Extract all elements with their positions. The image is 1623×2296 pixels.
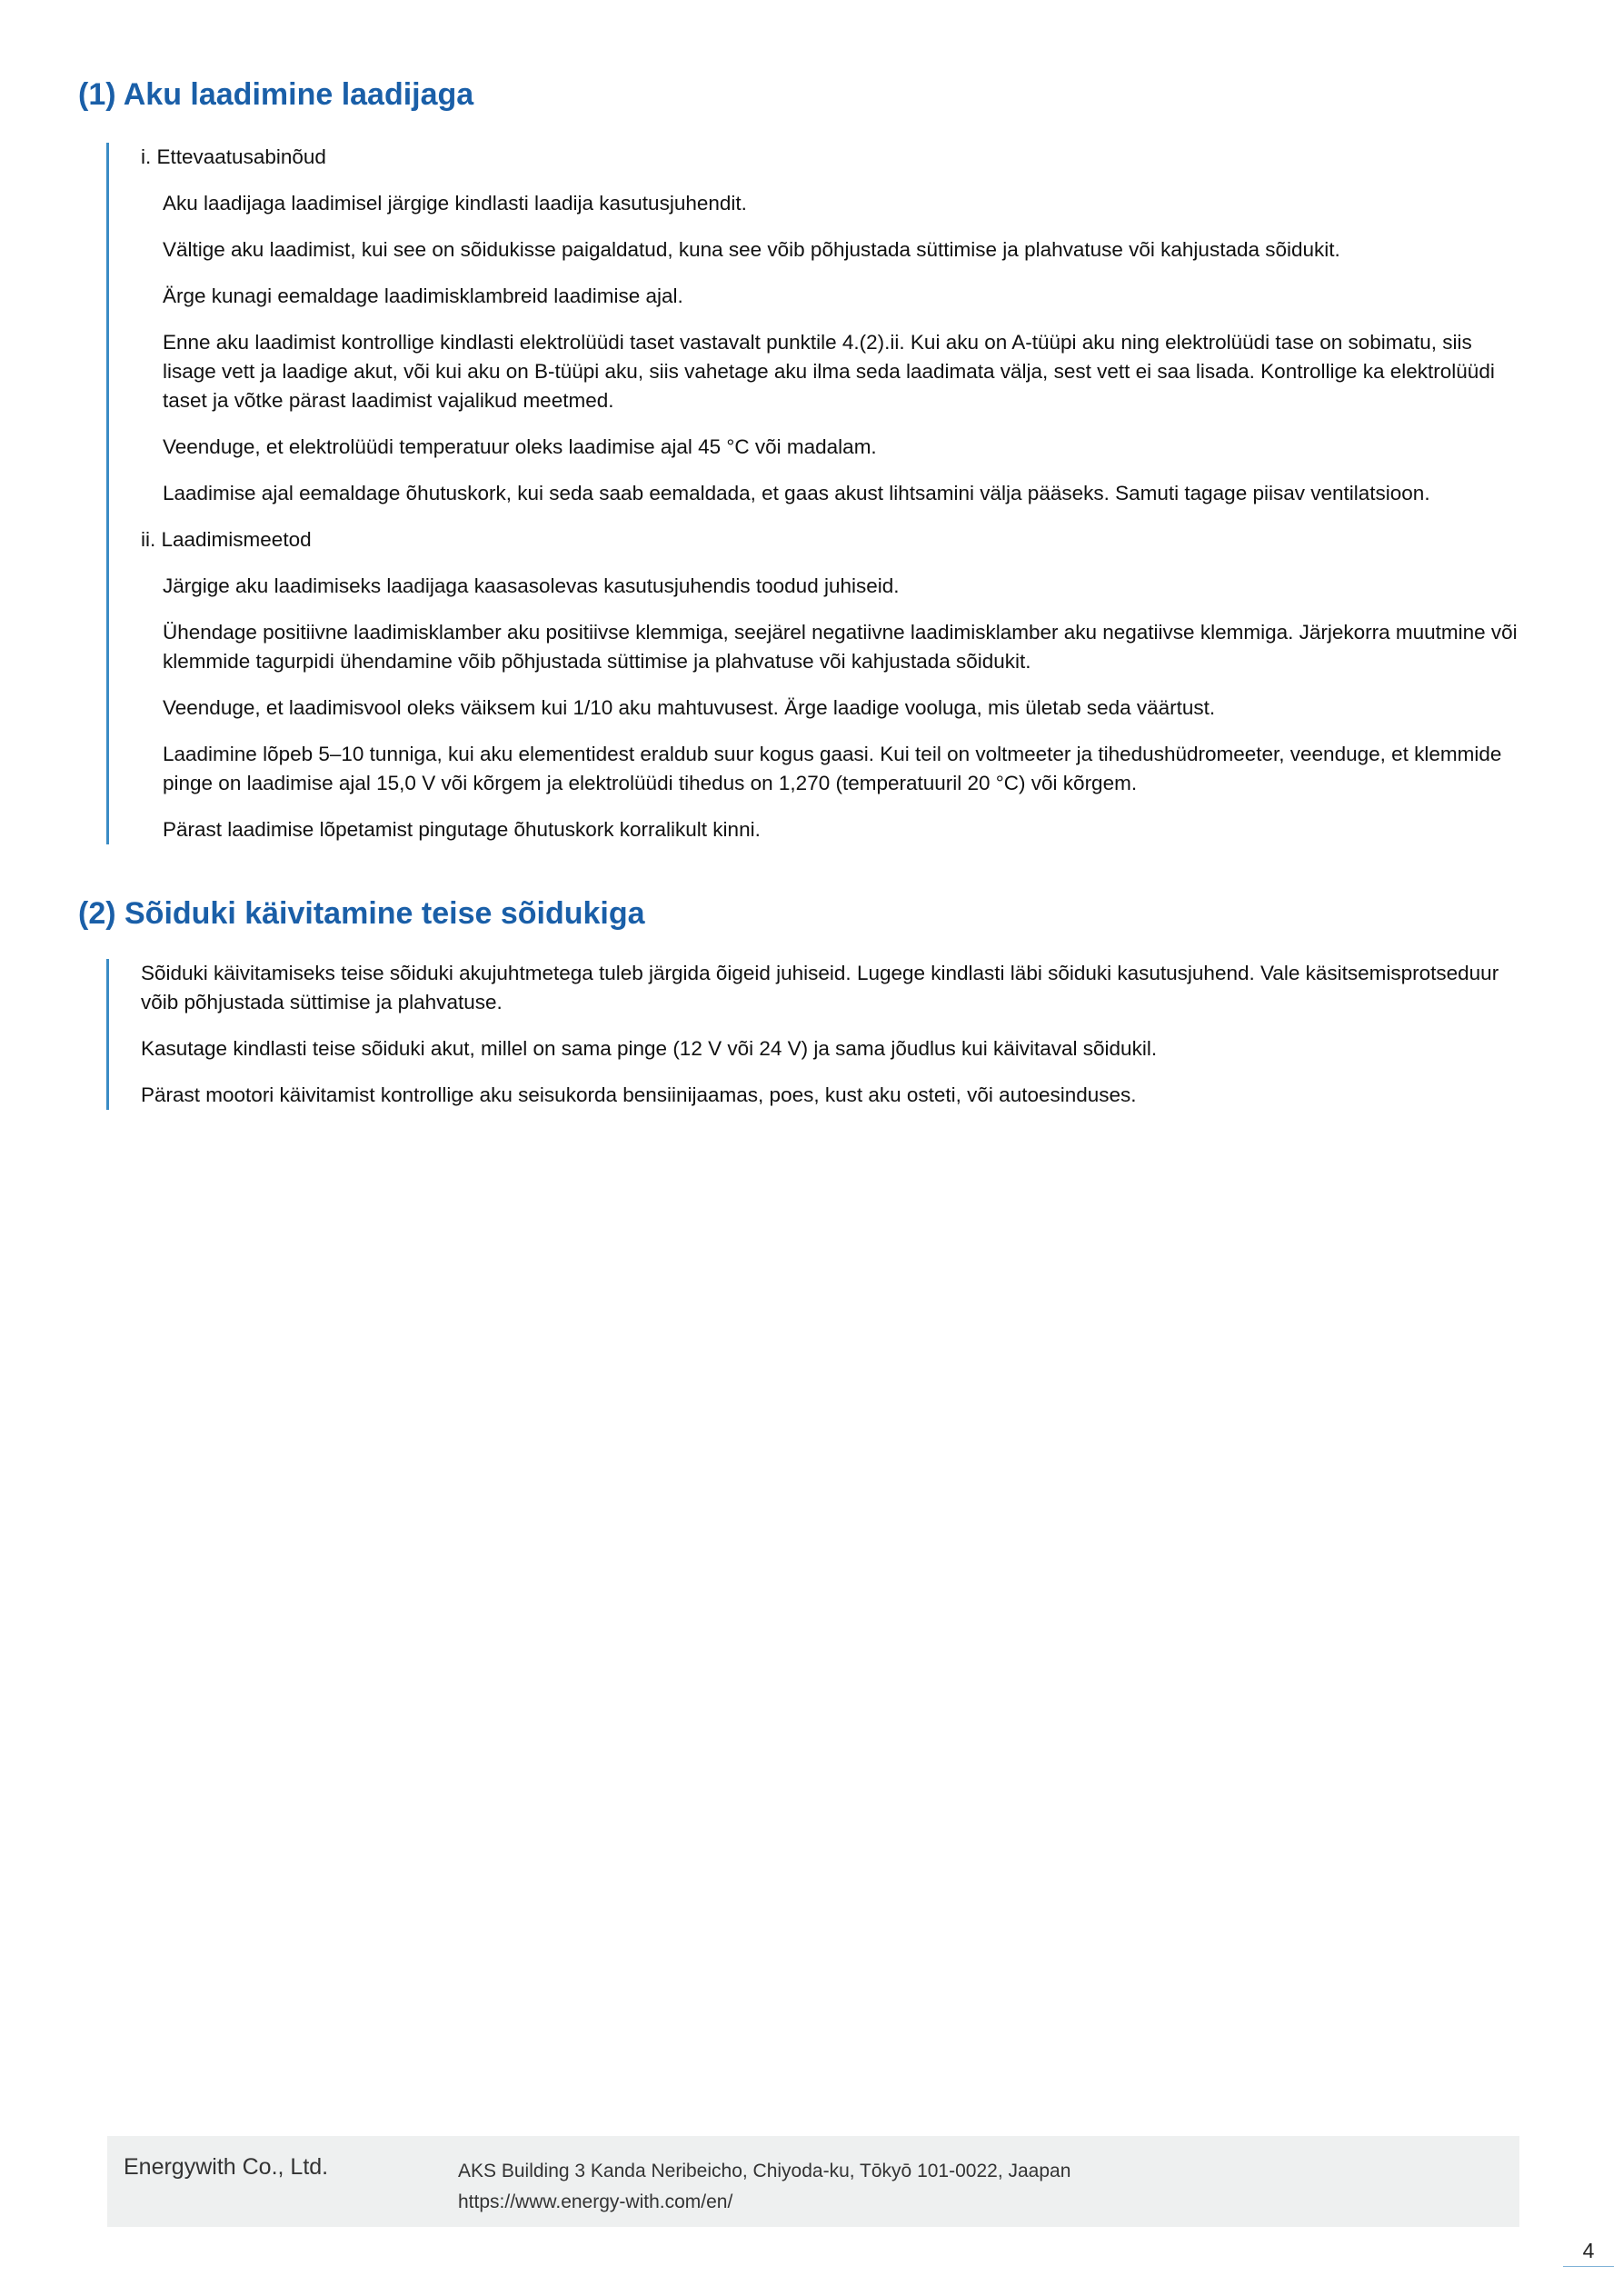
- paragraph: Pärast laadimise lõpetamist pingutage õhutuskork korralikult kinni.: [163, 818, 761, 841]
- paragraph: Laadimine lõpeb 5–10 tunniga, kui aku elementidest eraldub suur kogus gaasi. Kui teil on voltmeeter ja tihedushüdromeeter, veenduge, et klemmide pinge on laadimise ajal 15,0 V või kõrgem ja elektrolüüdi tihedus on 1,270 (temperatuuril 20 °C) või kõrgem.: [163, 743, 1502, 794]
- paragraph: Kasutage kindlasti teise sõiduki akut, millel on sama pinge (12 V või 24 V) ja sama jõudlus kui käivitaval sõidukil.: [141, 1037, 1158, 1060]
- footer-address: AKS Building 3 Kanda Neribeicho, Chiyoda-ku, Tōkyō 101-0022, Jaapan: [458, 2161, 1071, 2181]
- paragraph: Järgige aku laadimiseks laadijaga kaasasolevas kasutusjuhendis toodud juhiseid.: [163, 574, 900, 597]
- subsection-label-charging-method: ii. Laadimismeetod: [141, 528, 312, 551]
- paragraph: Veenduge, et laadimisvool oleks väiksem kui 1/10 aku mahtuvusest. Ärge laadige vooluga, mis ületab seda väärtust.: [163, 696, 1216, 719]
- paragraph: Sõiduki käivitamiseks teise sõiduki akujuhtmetega tuleb järgida õigeid juhiseid. Lugege kindlasti läbi sõiduki kasutusjuhend. Vale käsitsemisprotseduur võib põhjustada süttimise ja plahvatuse.: [141, 962, 1499, 1013]
- footer-url: https://www.energy-with.com/en/: [458, 2191, 733, 2212]
- page-footer: [107, 2136, 1519, 2227]
- paragraph: Laadimise ajal eemaldage õhutuskork, kui seda saab eemaldada, et gaas akust lihtsamini välja pääseks. Samuti tagage piisav ventilatsioon.: [163, 482, 1430, 504]
- paragraph: Vältige aku laadimist, kui see on sõidukisse paigaldatud, kuna see võib põhjustada süttimise ja plahvatuse või kahjustada sõidukit.: [163, 238, 1340, 261]
- section-body-jump-start: [106, 959, 1524, 1110]
- section-heading-jump-start: (2) Sõiduki käivitamine teise sõidukiga: [78, 896, 645, 931]
- subsection-label-precautions: i. Ettevaatusabinõud: [141, 145, 326, 168]
- section-body-charging: [106, 143, 1524, 844]
- paragraph: Pärast mootori käivitamist kontrollige aku seisukorda bensiinijaamas, poes, kust aku osteti, või autoesinduses.: [141, 1083, 1137, 1106]
- paragraph: Ühendage positiivne laadimisklamber aku positiivse klemmiga, seejärel negatiivne laadimisklamber aku negatiivse klemmiga. Järjekorra muutmine või klemmide tagurpidi ühendamine võib põhjustada süttimise ja plahvatuse või kahjustada sõidukit.: [163, 621, 1518, 673]
- footer-contact: [458, 2156, 1070, 2218]
- paragraph: Ärge kunagi eemaldage laadimisklambreid laadimise ajal.: [163, 285, 683, 307]
- footer-company-name: Energywith Co., Ltd.: [124, 2154, 329, 2180]
- paragraph: Enne aku laadimist kontrollige kindlasti elektrolüüdi taset vastavalt punktile 4.(2).ii. Kui aku on A-tüüpi aku ning elektrolüüdi tase on sobimatu, siis lisage vett ja laadige akut, või kui aku on B-tüüpi aku, siis vahetage aku ilma seda laadimata välja, sest vett ei saa lisada. Kontrollige ka elektrolüüdi taset ja võtke pärast laadimist vajalikud meetmed.: [163, 331, 1495, 412]
- paragraph: Aku laadijaga laadimisel järgige kindlasti laadija kasutusjuhendit.: [163, 192, 747, 215]
- section-heading-charging: (1) Aku laadimine laadijaga: [78, 77, 474, 112]
- page-number: 4: [1563, 2238, 1614, 2267]
- paragraph: Veenduge, et elektrolüüdi temperatuur oleks laadimise ajal 45 °C või madalam.: [163, 435, 877, 458]
